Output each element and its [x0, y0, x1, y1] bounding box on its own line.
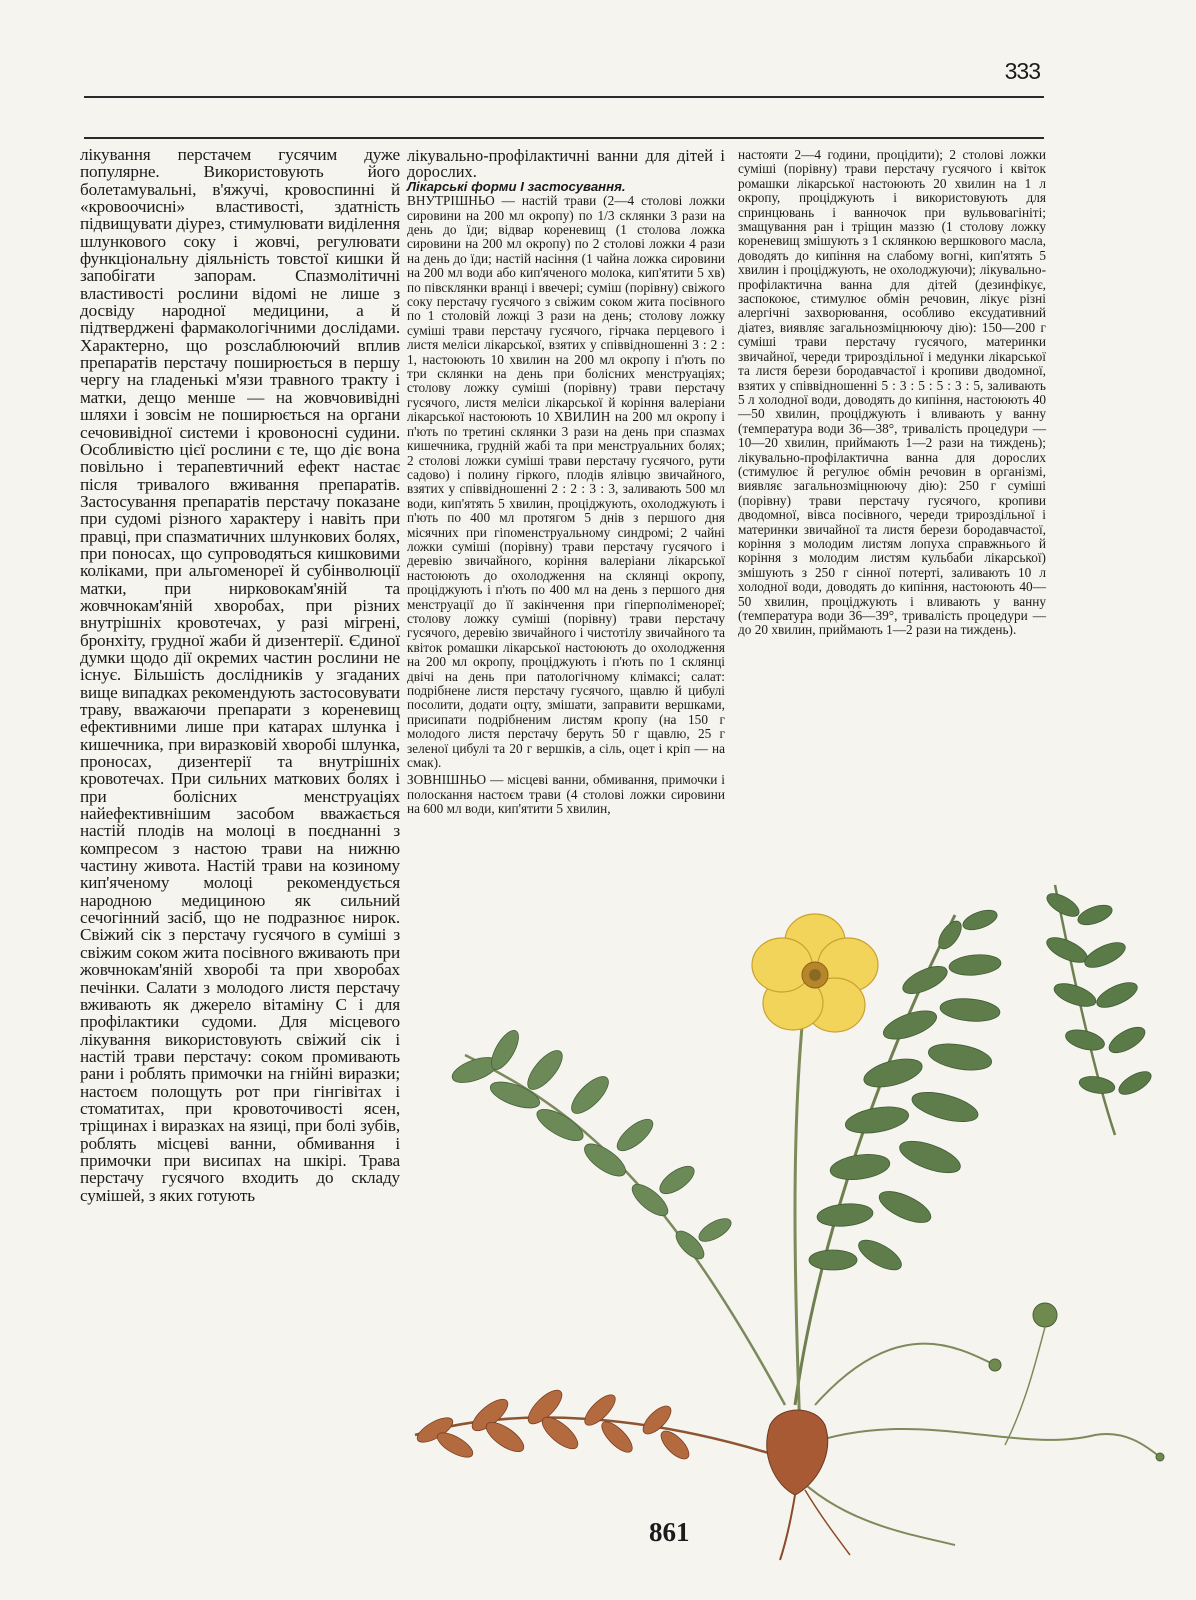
text-column-3	[738, 148, 1046, 638]
plant-illustration	[395, 845, 1175, 1565]
lower-left-frond	[414, 1385, 775, 1463]
section-rule	[84, 137, 1044, 139]
left-leaf-frond	[449, 1026, 785, 1405]
root	[767, 1410, 850, 1560]
flower	[752, 914, 878, 1032]
text-column-2	[407, 148, 725, 817]
section-heading: Лікарські форми І застосування.	[407, 179, 626, 195]
column3-text: настояти 2—4 години, процідити); 2 столові ложки суміші (порівну) трави перстачу гусячого і квіток ромашки лікарської настоюють 20 хвилин на 1 л окропу, проціджують і використовують для спринцювань і ванночок при вульвовагініті; змащування ран і тріщин маззю (1 столову ложку кореневищ змішують з 1 склянкою вершкового масла, доводять до кипіння на слабому вогні, кип'ятять 5 хвилин і проціджують, не охолоджуючи); лікувально-профілактична ванна для дітей (дезинфікує, заспокоює, стимулює обмін речовин, лікує різні алергічні захворювання, особливо ексудативний діатез, виявляє загальнозміцнюючу дію): 150—200 г суміші трави перстачу гусячого, материнки звичайної, череди трироздільної і медунки лікарської та листя берези бородавчастої і кропиви дводомної, взятих у співвідношенні 5 : 3 : 5 : 5 : 3 : 5, заливають 5 л холодної води, доводять до кипіння, настоюють 40—50 хвилин, проціджують і вливають у ванну (температура води 36—38°, тривалість процедури — 10—20 хвилин, приймають 1—2 рази на тиждень); лікувально-профілактична ванна для дорослих (стимулює й регулює обмін речовин в організмі, виявляє загальнозміцнюючу дію): 250 г суміші (порівну) трави перстачу гусячого, кропиви дводомної, вівса посівного, череди трироздільної і материнки звичайної та листя берези бородавчастої, коріння з молодим листям лопуха справжнього й коріння з молодим листям кульбаби лікарської) змішують з 250 г сінної потерті, заливають 10 л холодної води, доводять до кипіння, настоюють 40—50 хвилин, проціджують і вливають у ванну (температура води 36—39°, тривалість процедури — до 20 хвилин, приймають 1—2 рази на тиждень).	[738, 147, 1046, 638]
plate-number: 861	[649, 1517, 690, 1547]
runners	[795, 1344, 1160, 1545]
upper-right-frond	[1043, 885, 1154, 1135]
column2-lead: лікувально-профілактичні ванни для дітей і дорослих.	[407, 146, 725, 181]
page-number: 333	[1004, 58, 1040, 84]
text-column-1	[80, 146, 400, 1204]
external-use-text: ЗОВНІШНЬО — місцеві ванни, обмивання, примочки і полоскання настоєм трави (4 столові ложки сировини на 600 мл води, кип'ятити 5 хвилин,	[407, 772, 725, 817]
column1-text: лікування перстачем гусячим дуже популярне. Використовують його болетамувальні, в'яжучі, кровоспинні й «кровоочисні» властивості, здатність підвищувати діурез, стимулювати виділення шлункового соку і жовчі, регулювати функціональну діяльність товстої кишки й запобігати запорам. Спазмолітичні властивості рослини відомі не лише з досвіду народної медицини, а й підтверджені фармакологічними дослідами. Характерно, що розслаблюючий вплив препаратів перстачу поширюється в першу чергу на гладенькі м'язи травного тракту і матки, дещо менше — на жовчовивідні шляхи і зовсім не поширюється на органи сечовивідної системи і кровоносні судини. Особливістю цієї рослини є те, що діє вона повільно і терапевтичний ефект настає після тривалого вживання препаратів. Застосування препаратів перстачу показане при судомі різного характеру і навіть при правці, при спазматичних шлункових болях, при поносах, що супроводяться кишковими коліками, при альгоменореї й субінволюції матки, при нирковокам'яній та жовчнокам'яній хворобах, при різних внутрішніх кровотечах, у разі мігрені, бронхіту, грудної жаби й дизентерії. Єдиної думки щодо дії окремих частин рослини не існує. Більшість дослідників у згаданих вище випадках рекомендують застосовувати траву, вважаючи препарати з кореневищ ефективними лише при катарах шлунка і кишечника, при виразковій хворобі шлунка, проносах, дизентерії та внутрішніх кровотечах. При сильних маткових болях і при болісних менструаціях найефективнішим засобом вважається настій плодів на молоці в поєднанні з компресом з настою трави на нижню частину живота. Настій трави на козиному кип'яченому молоці рекомендується народною медициною як сильний сечогінний засіб, що не подразнює нирок. Свіжий сік з перстачу гусячого в суміші з свіжим соком жита посівного вживають при жовчнокам'яній хворобі та при хворобах печінки. Салати з молодого листя перстачу вживають як джерело вітаміну С і для профілактики судоми. Для місцевого лікування використовують свіжий сік і настій трави перстачу: соком промивають рани і роблять примочки на гнійні виразки; настоєм полощуть рот при гінгівітах і стоматитах, при кровоточивості ясен, тріщинах і виразках на язиці, при болі зубів, роблять місцеві ванни, обмивання і примочки при висипах на шкірі. Трава перстачу гусячого входить до складу сумішей, з яких готують	[80, 145, 400, 1205]
internal-use-text: ВНУТРІШНЬО — настій трави (2—4 столові ложки сировини на 200 мл окропу) по 1/3 склянки 3 рази на день до їди; відвар кореневищ (1 столова ложка сировини на 200 мл окропу) по 2 столові ложки 4 рази на день до їди; настій насіння (1 чайна ложка сировини на 200 мл води або кип'яченого молока, кип'ятити 5 хв) по півсклянки вранці і ввечері; суміш (порівну) свіжого соку перстачу гусячого з свіжим соком жита посівного по 1 столовій ложці 3 рази на день; столову ложку суміші трави перстачу гусячого, гірчака перцевого і листя меліси лікарської, взятих у співвідношенні 3 : 2 : 1, настоюють 10 хвилин на 200 мл окропу і п'ють по три склянки на день при болісних менструаціях; столову ложку суміші (порівну) трави перстачу гусячого, листя меліси лікарської й коріння валеріани лікарської настоюють 10 ХВИЛИН на 200 мл окропу і п'ють по третині склянки 3 рази на день при спазмах кишечника, грудній жабі та при менструальних болях; 2 столові ложки суміші трави перстачу гусячого, рути садово) і полину гіркого, плодів ялівцю звичайного, взятих у співвідношенні 2 : 2 : 3 : 3, заливають 500 мл води, кип'ятять 5 хвилин, проціджують, охолоджують і п'ють по 400 мл протягом 5 днів з першого дня місячних при гіпоменструальному синдромі; 2 чайні ложки суміші (порівну) трави перстачу гусячого і деревію звичайного, коріння валеріани лікарської настоюють до охолодження на склянці окропу, проціджують і п'ють по 400 мл на день з першого дня менструації до її закінчення при гіперполіменореї; столову ложку суміші (порівну) трави перстачу гусячого, деревію звичайного і чистотілу звичайного та квіток ромашки лікарської настоюють до охолодження на 200 мл окропу, проціджують і п'ють по 1 склянці двічі на день при патологічному клімаксі; салат: подрібнене листя перстачу гусячого, щавлю й цибулі посолити, додати оцту, змішати, заправити вершками, присипати подрібненим листям кропу (на 150 г молодого листя перстачу беруть 50 г щавлю, 25 г зеленої цибулі та 20 г вершків, а сіль, оцет і кріп — на смак).	[407, 193, 725, 771]
header-rule	[84, 96, 1044, 98]
